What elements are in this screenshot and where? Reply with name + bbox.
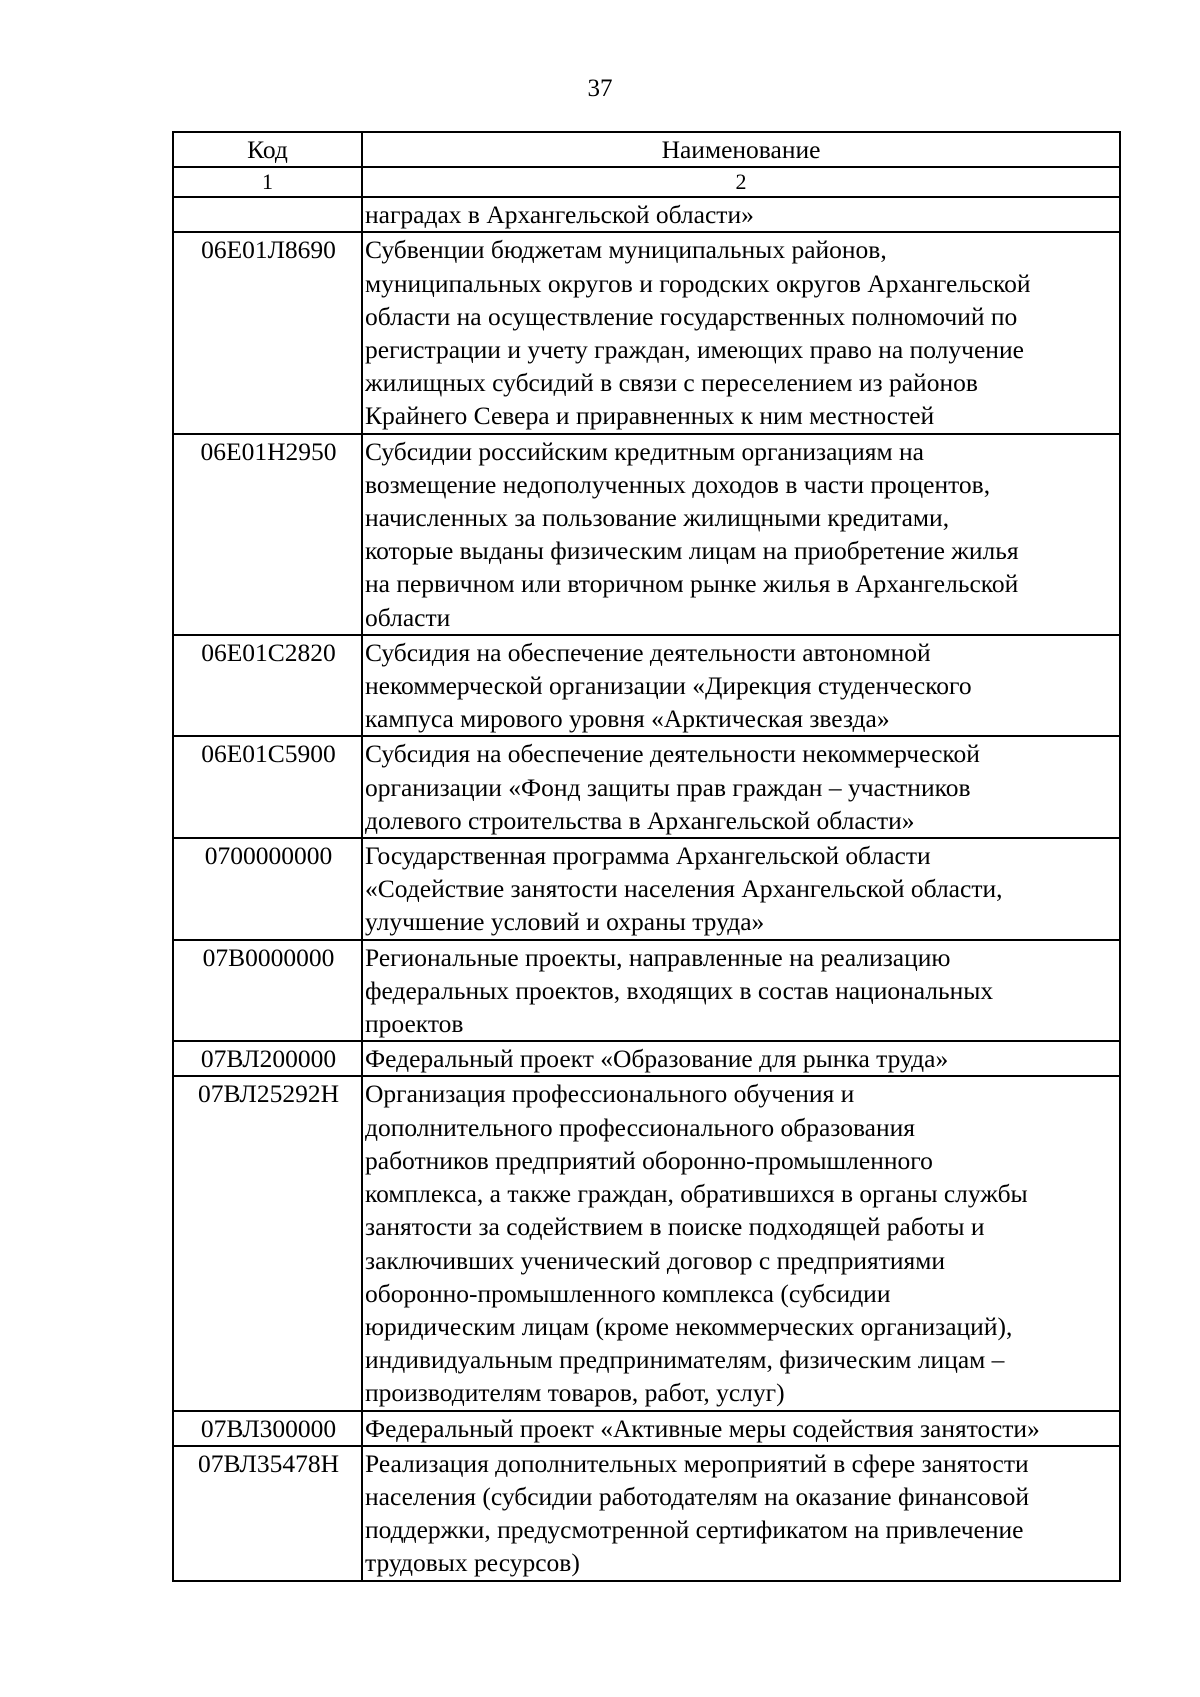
row-name-line: Субсидия на обеспечение деятельности некоммерческой: [365, 739, 980, 769]
row-name-line: федеральных проектов, входящих в состав национальных: [365, 975, 994, 1005]
row-name: [362, 1446, 1120, 1581]
header-code: Код: [173, 132, 362, 167]
row-name-line: которые выданы физическим лицам на приобретение жилья: [365, 536, 1019, 566]
row-name: [362, 736, 1120, 838]
row-name-line: индивидуальным предпринимателям, физическим лицам –: [365, 1345, 1005, 1375]
row-code: 06Е01Н2950: [173, 434, 362, 635]
row-name-line: возмещение недополученных доходов в части процентов,: [365, 469, 991, 499]
row-name-line: наградах в Архангельской области»: [365, 200, 754, 230]
row-name-line: долевого строительства в Архангельской области»: [365, 805, 915, 835]
row-code: 07ВЛ25292Н: [173, 1076, 362, 1410]
row-name: [362, 232, 1120, 433]
table-row: [173, 232, 1120, 433]
row-name: [362, 1041, 1120, 1076]
column-number-2: 2: [362, 167, 1120, 197]
row-name-line: Государственная программа Архангельской области: [365, 841, 931, 871]
table-row: [173, 1446, 1120, 1581]
row-name-line: жилищных субсидий в связи с переселением из районов: [365, 368, 978, 398]
row-name-line: дополнительного профессионального образования: [365, 1112, 916, 1142]
table-row: [173, 197, 1120, 232]
row-code: 07ВЛ200000: [173, 1041, 362, 1076]
row-name-line: организации «Фонд защиты прав граждан – участников: [365, 772, 971, 802]
row-name-line: Региональные проекты, направленные на реализацию: [365, 942, 951, 972]
row-code: 0700000000: [173, 838, 362, 940]
row-code: 07ВЛ300000: [173, 1411, 362, 1446]
table-header-row: [173, 132, 1120, 167]
row-name-line: Организация профессионального обучения и: [365, 1079, 855, 1109]
row-name-line: начисленных за пользование жилищными кредитами,: [365, 503, 950, 533]
row-name: [362, 1076, 1120, 1410]
row-name-line: Субвенции бюджетам муниципальных районов,: [365, 235, 887, 265]
row-name-line: поддержки, предусмотренной сертификатом на привлечение: [365, 1515, 1024, 1545]
row-name-line: улучшение условий и охраны труда»: [365, 907, 765, 937]
row-name: [362, 197, 1120, 232]
classification-table: [172, 131, 1121, 1582]
row-name-line: муниципальных округов и городских округов Архангельской: [365, 268, 1031, 298]
table-row: [173, 940, 1120, 1042]
row-name-line: юридическим лицам (кроме некоммерческих организаций),: [365, 1311, 1013, 1341]
row-name-line: комплекса, а также граждан, обратившихся в органы службы: [365, 1179, 1028, 1209]
row-name-line: Реализация дополнительных мероприятий в сфере занятости: [365, 1448, 1029, 1478]
row-name-line: трудовых ресурсов): [365, 1548, 580, 1578]
row-code: 07ВЛ35478Н: [173, 1446, 362, 1581]
row-name-line: области: [365, 602, 451, 632]
row-name-line: Крайнего Севера и приравненных к ним местностей: [365, 401, 935, 431]
table-row: [173, 736, 1120, 838]
page-number: 37: [587, 75, 613, 102]
row-name-line: Субсидии российским кредитным организациям на: [365, 436, 924, 466]
table-row: [173, 434, 1120, 635]
row-code: 06Е01Л8690: [173, 232, 362, 433]
table-row: [173, 1076, 1120, 1410]
row-code: [173, 197, 362, 232]
table-row: [173, 635, 1120, 737]
row-name-line: кампуса мирового уровня «Арктическая звезда»: [365, 704, 890, 734]
row-name-line: оборонно-промышленного комплекса (субсидии: [365, 1278, 891, 1308]
row-name-line: занятости за содействием в поиске подходящей работы и: [365, 1212, 985, 1242]
row-name-line: регистрации и учету граждан, имеющих право на получение: [365, 335, 1024, 365]
column-number-row: [173, 167, 1120, 197]
row-name: [362, 1411, 1120, 1446]
row-name: [362, 635, 1120, 737]
row-name-line: «Содействие занятости населения Архангельской области,: [365, 874, 1003, 904]
row-name: [362, 940, 1120, 1042]
row-name-line: населения (субсидии работодателям на оказание финансовой: [365, 1481, 1030, 1511]
row-name: [362, 838, 1120, 940]
row-name-line: производителям товаров, работ, услуг): [365, 1378, 785, 1408]
row-code: 06Е01С5900: [173, 736, 362, 838]
table-row: [173, 1041, 1120, 1076]
row-name: [362, 434, 1120, 635]
row-name-line: Федеральный проект «Активные меры содействия занятости»: [365, 1413, 1040, 1443]
row-name-line: на первичном или вторичном рынке жилья в Архангельской: [365, 569, 1019, 599]
row-name-line: заключивших ученический договор с предприятиями: [365, 1245, 946, 1275]
row-name-line: некоммерческой организации «Дирекция студенческого: [365, 671, 972, 701]
row-name-line: Федеральный проект «Образование для рынка труда»: [365, 1044, 949, 1074]
column-number-1: 1: [173, 167, 362, 197]
row-name-line: Субсидия на обеспечение деятельности автономной: [365, 637, 931, 667]
header-name: Наименование: [362, 132, 1120, 167]
row-code: 07В0000000: [173, 940, 362, 1042]
row-name-line: проектов: [365, 1009, 464, 1039]
row-name-line: области на осуществление государственных полномочий по: [365, 301, 1018, 331]
table-row: [173, 1411, 1120, 1446]
row-name-line: работников предприятий оборонно-промышленного: [365, 1145, 933, 1175]
row-code: 06Е01С2820: [173, 635, 362, 737]
table-row: [173, 838, 1120, 940]
